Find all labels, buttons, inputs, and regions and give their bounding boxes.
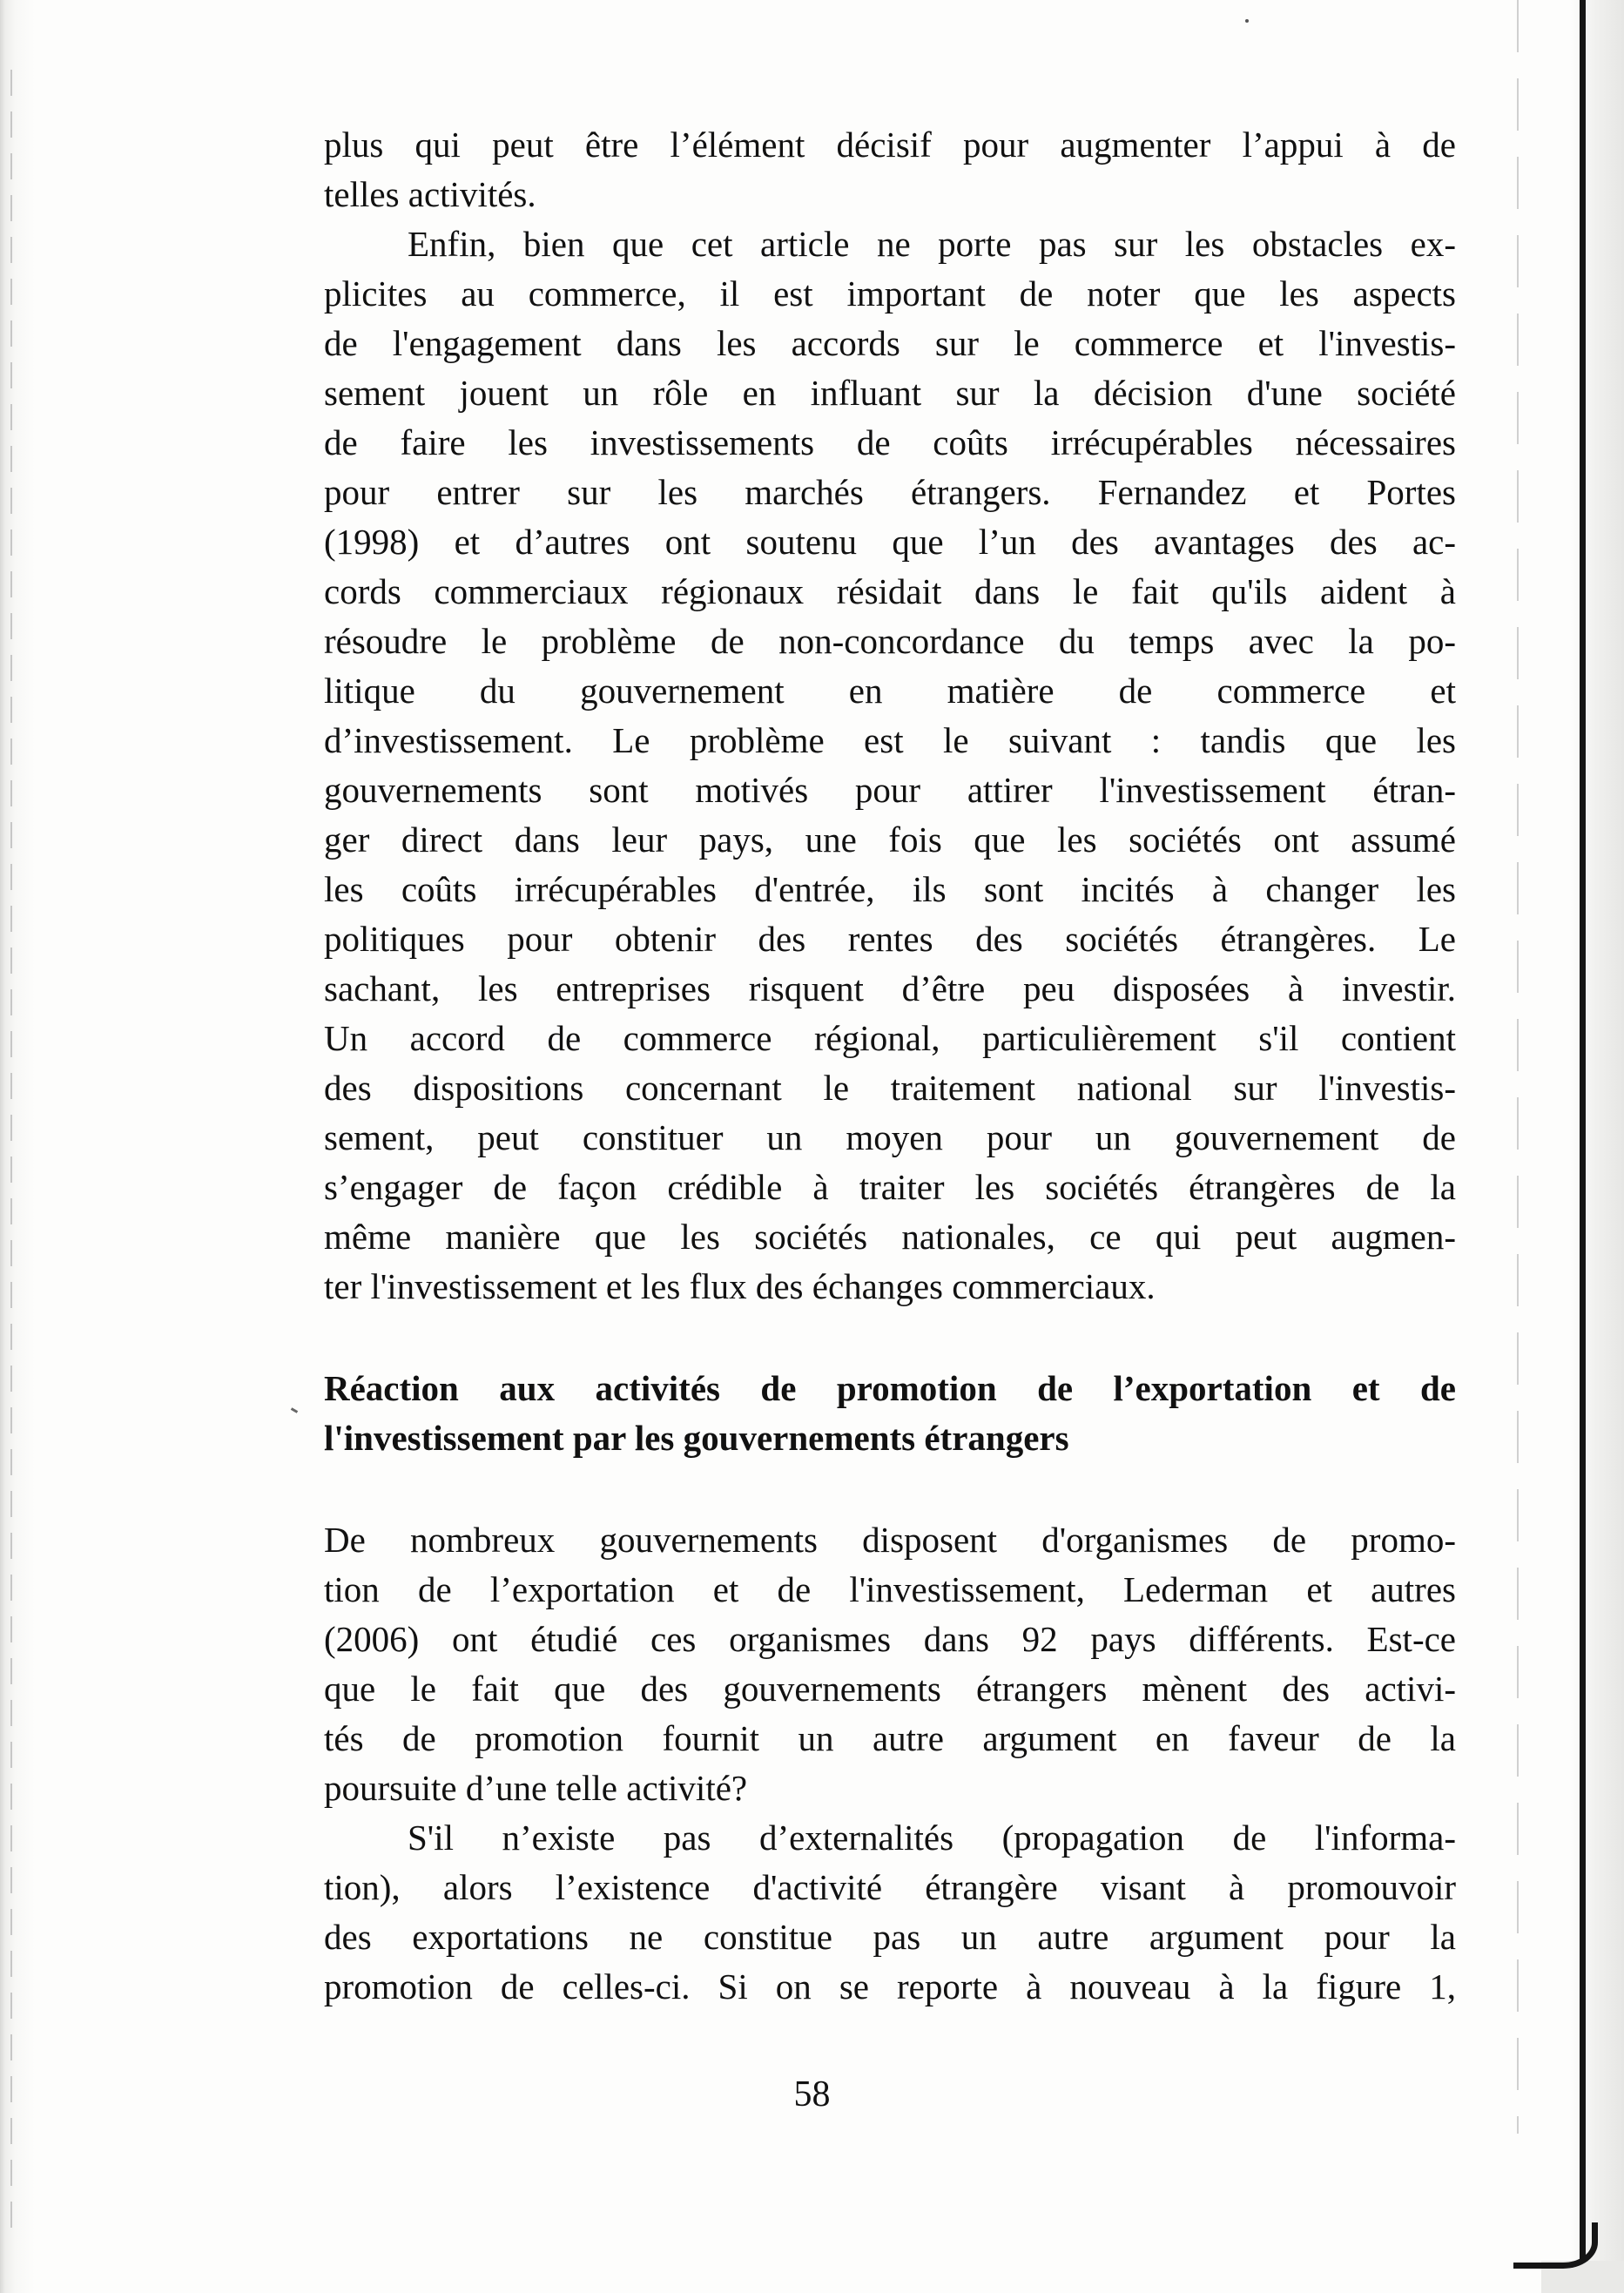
scan-left-binding-line (10, 70, 12, 2229)
paragraph-obstacles (324, 219, 1456, 1312)
heading-line: Réaction aux activités de promotion de l’exportation et de (324, 1368, 1456, 1408)
text-line: sachant, les entreprises risquent d’être peu disposées à investir. (324, 968, 1456, 1008)
scan-right-faint-line (1517, 0, 1519, 2134)
heading-line: l'investissement par les gouvernements étrangers (324, 1418, 1069, 1458)
text-line: de l'engagement dans les accords sur le commerce et l'investis- (324, 323, 1456, 363)
page-body (324, 120, 1456, 2012)
text-line: De nombreux gouvernements disposent d'organismes de promo- (324, 1520, 1456, 1560)
text-line: Enfin, bien que cet article ne porte pas sur les obstacles ex- (408, 224, 1456, 264)
text-line: résoudre le problème de non-concordance du temps avec la po- (324, 621, 1456, 661)
text-line: sement, peut constituer un moyen pour un gouvernement de (324, 1117, 1456, 1157)
text-line: ger direct dans leur pays, une fois que les sociétés ont assumé (324, 819, 1456, 860)
text-line: poursuite d’une telle activité? (324, 1768, 748, 1808)
text-line: (1998) et d’autres ont soutenu que l’un des avantages des ac- (324, 522, 1456, 562)
text-line: tion de l’exportation et de l'investissement, Lederman et autres (324, 1569, 1456, 1609)
scan-right-binding-line (1580, 0, 1586, 2293)
text-line: tés de promotion fournit un autre argument en faveur de la (324, 1718, 1456, 1758)
scan-left-edge (0, 0, 35, 2293)
text-line: promotion de celles-ci. Si on se reporte à nouveau à la figure 1, (324, 1966, 1456, 2006)
text-line: litique du gouvernement en matière de commerce et (324, 671, 1456, 711)
text-line: (2006) ont étudié ces organismes dans 92 pays différents. Est-ce (324, 1619, 1456, 1659)
intro-paragraph (324, 120, 1456, 219)
text-line: d’investissement. Le problème est le suivant : tandis que les (324, 720, 1456, 760)
text-line: plicites au commerce, il est important de noter que les aspects (324, 273, 1456, 314)
text-line: telles activités. (324, 174, 536, 214)
text-line: que le fait que des gouvernements étrangers mènent des activi- (324, 1669, 1456, 1709)
scan-mark (291, 1407, 298, 1413)
text-line: des dispositions concernant le traitement national sur l'investis- (324, 1068, 1456, 1108)
text-line: ter l'investissement et les flux des échanges commerciaux. (324, 1266, 1156, 1306)
text-line: tion), alors l’existence d'activité étrangère visant à promouvoir (324, 1867, 1456, 1907)
text-line: sement jouent un rôle en influant sur la décision d'une société (324, 373, 1456, 413)
text-line: plus qui peut être l’élément décisif pour augmenter l’appui à de (324, 125, 1456, 165)
section-heading (324, 1364, 1456, 1463)
text-line: politiques pour obtenir des rentes des sociétés étrangères. Le (324, 919, 1456, 959)
page-corner-curl (1513, 2222, 1598, 2269)
text-line: Un accord de commerce régional, particulièrement s'il contient (324, 1018, 1456, 1058)
text-line: des exportations ne constitue pas un autre argument pour la (324, 1917, 1456, 1957)
text-line: les coûts irrécupérables d'entrée, ils sont incités à changer les (324, 869, 1456, 909)
scan-speck (1245, 19, 1249, 23)
text-line: pour entrer sur les marchés étrangers. Fernandez et Portes (324, 472, 1456, 512)
page-number: 58 (793, 2074, 831, 2114)
text-line: cords commerciaux régionaux résidait dans le fait qu'ils aident à (324, 571, 1456, 611)
text-line: s’engager de façon crédible à traiter les sociétés étrangères de la (324, 1167, 1456, 1207)
text-line: S'il n’existe pas d’externalités (propagation de l'informa- (408, 1818, 1456, 1858)
text-line: gouvernements sont motivés pour attirer l'investissement étran- (324, 770, 1456, 810)
text-line: de faire les investissements de coûts irrécupérables nécessaires (324, 422, 1456, 462)
paragraph-externalities (324, 1813, 1456, 2012)
paragraph-promotion-agencies (324, 1515, 1456, 1813)
text-line: même manière que les sociétés nationales, ce qui peut augmen- (324, 1217, 1456, 1257)
